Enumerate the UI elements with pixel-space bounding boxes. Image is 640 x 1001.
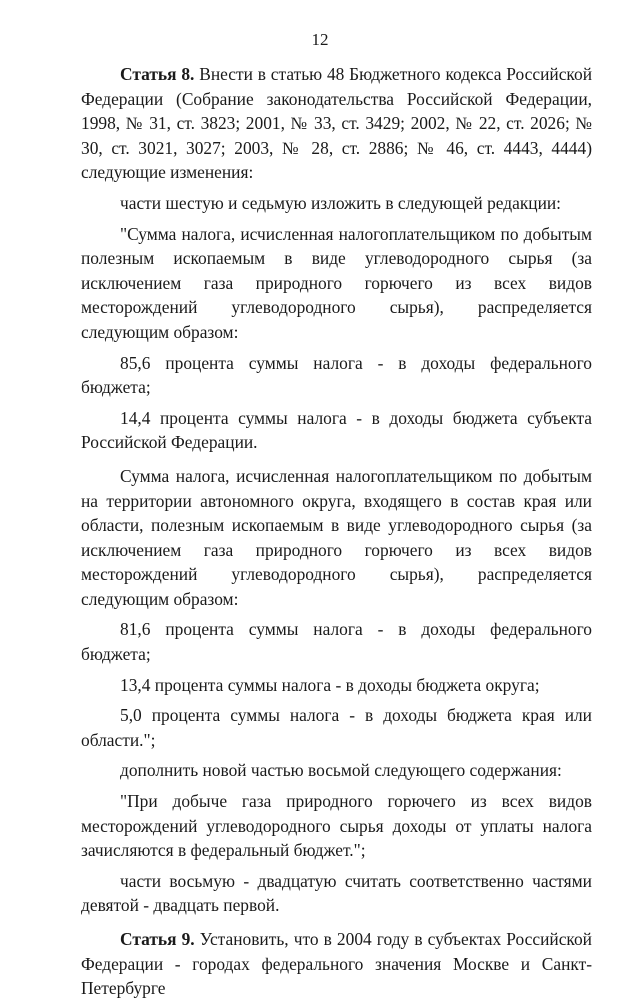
paragraph-text: Установить, что в 2004 году в субъектах Российской Федерации - городах федерального значения Москве и Санкт-Петербурге xyxy=(81,929,592,999)
paragraph: 81,6 процента суммы налога - в доходы федерального бюджета; xyxy=(81,619,592,665)
paragraph: "Сумма налога, исчисленная налогоплательщиком по добытым полезным ископаемым в виде углеводородного сырья (за исключением газа природного горючего из всех видов месторождений углеводородного сырья), распределяется следующим образом: xyxy=(81,223,592,342)
paragraph: Сумма налога, исчисленная налогоплательщиком по добытым на территории автономного округа, входящего в состав края или области, полезным ископаемым в виде углеводородного сырья (за исключением газа природного горючего из всех видов месторождений углеводородного сырья), распределяется следующим образом: xyxy=(81,465,592,609)
paragraph: "При добыче газа природного горючего из всех видов месторождений углеводородного сырья доходы от уплаты налога зачисляются в федеральный бюджет."; xyxy=(81,791,592,861)
paragraph: дополнить новой частью восьмой следующего содержания: xyxy=(120,760,562,781)
paragraph-text: Внести в статью 48 Бюджетного кодекса Российской Федерации (Собрание законодательства Российской Федерации, 1998, № 31, ст. 3823; 2001, № 33, ст. 3429; 2002, № 22, ст. 2026; № 30, ст. 3021, 3027; 2003, № 28, ст. 2886; № 46, ст. 4443, 4444) следующие изменения: xyxy=(81,64,593,183)
paragraph: 14,4 процента суммы налога - в доходы бюджета субъекта Российской Федерации. xyxy=(81,407,592,453)
paragraph-article-8 xyxy=(81,62,592,185)
article-heading: Статья 8. xyxy=(120,64,195,84)
page-number: 12 xyxy=(311,30,329,49)
document-body xyxy=(81,62,592,1001)
paragraph: части восьмую - двадцатую считать соответственно частями девятой - двадцать первой. xyxy=(81,870,592,916)
paragraph: 13,4 процента суммы налога - в доходы бюджета округа; xyxy=(120,674,540,695)
paragraph: 85,6 процента суммы налога - в доходы федерального бюджета; xyxy=(81,352,592,398)
paragraph: части шестую и седьмую изложить в следующей редакции: xyxy=(120,192,562,213)
article-heading: Статья 9. xyxy=(120,929,195,949)
paragraph-article-9 xyxy=(81,927,592,1001)
paragraph: 5,0 процента суммы налога - в доходы бюджета края или области."; xyxy=(81,705,592,750)
